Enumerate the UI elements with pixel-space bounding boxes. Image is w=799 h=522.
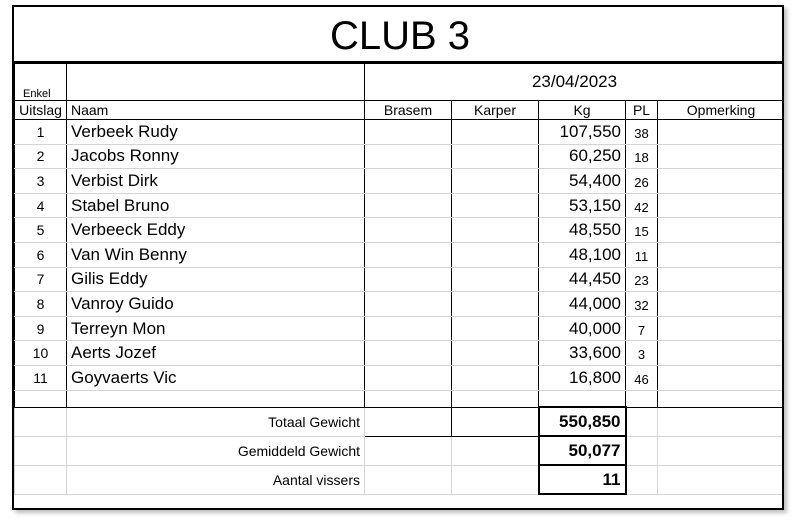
- karper-cell: [452, 341, 539, 366]
- rank-cell: 7: [15, 267, 67, 292]
- empty-row: [15, 390, 785, 407]
- header-kg: Kg: [539, 101, 626, 120]
- rank-cell: 1: [15, 120, 67, 145]
- table-row: [15, 169, 785, 194]
- kg-cell: 54,400: [539, 169, 626, 194]
- kg-cell: 44,000: [539, 292, 626, 317]
- kg-cell: 48,550: [539, 218, 626, 243]
- pl-cell: 3: [626, 341, 658, 366]
- karper-cell: [452, 267, 539, 292]
- brasem-cell: [365, 169, 452, 194]
- table-row: [15, 120, 785, 145]
- opmerking-cell: [658, 365, 785, 390]
- summary-spacer: [15, 407, 67, 436]
- summary-karper: [452, 407, 539, 436]
- empty-cell: [626, 390, 658, 407]
- pl-cell: 42: [626, 193, 658, 218]
- results-table: [14, 63, 784, 495]
- rank-cell: 5: [15, 218, 67, 243]
- summary-opmerking: [658, 465, 785, 494]
- pl-cell: 11: [626, 242, 658, 267]
- pl-cell: 26: [626, 169, 658, 194]
- opmerking-cell: [658, 292, 785, 317]
- pl-cell: 18: [626, 144, 658, 169]
- summary-opmerking: [658, 407, 785, 436]
- table-row: [15, 242, 785, 267]
- kg-cell: 44,450: [539, 267, 626, 292]
- summary-value-total: 550,850: [539, 407, 626, 436]
- brasem-cell: [365, 267, 452, 292]
- name-cell: Terreyn Mon: [67, 316, 365, 341]
- karper-cell: [452, 242, 539, 267]
- opmerking-cell: [658, 144, 785, 169]
- summary-brasem: [365, 407, 452, 436]
- summary-value-avg: 50,077: [539, 436, 626, 465]
- pl-cell: 7: [626, 316, 658, 341]
- pl-cell: 46: [626, 365, 658, 390]
- summary-opmerking: [658, 436, 785, 465]
- karper-cell: [452, 365, 539, 390]
- name-cell: Jacobs Ronny: [67, 144, 365, 169]
- kg-cell: 40,000: [539, 316, 626, 341]
- summary-label-avg: Gemiddeld Gewicht: [67, 436, 365, 465]
- kg-cell: 60,250: [539, 144, 626, 169]
- header-naam: Naam: [67, 101, 365, 120]
- opmerking-cell: [658, 120, 785, 145]
- rank-cell: 4: [15, 193, 67, 218]
- summary-brasem: [365, 465, 452, 494]
- karper-cell: [452, 193, 539, 218]
- header-brasem: Brasem: [365, 101, 452, 120]
- opmerking-cell: [658, 169, 785, 194]
- karper-cell: [452, 169, 539, 194]
- table-row: [15, 144, 785, 169]
- opmerking-cell: [658, 193, 785, 218]
- rank-cell: 9: [15, 316, 67, 341]
- pl-cell: 23: [626, 267, 658, 292]
- summary-spacer: [15, 465, 67, 494]
- kg-cell: 107,550: [539, 120, 626, 145]
- summary-pl: [626, 465, 658, 494]
- header-pl: PL: [626, 101, 658, 120]
- karper-cell: [452, 316, 539, 341]
- kg-cell: 48,100: [539, 242, 626, 267]
- pl-cell: 15: [626, 218, 658, 243]
- brasem-cell: [365, 365, 452, 390]
- summary-karper: [452, 465, 539, 494]
- header-karper: Karper: [452, 101, 539, 120]
- date-header: 23/04/2023: [365, 64, 785, 101]
- rank-cell: 6: [15, 242, 67, 267]
- empty-cell: [67, 390, 365, 407]
- summary-value-count: 11: [539, 465, 626, 494]
- table-row: [15, 341, 785, 366]
- kg-cell: 16,800: [539, 365, 626, 390]
- rank-cell: 10: [15, 341, 67, 366]
- summary-brasem: [365, 436, 452, 465]
- karper-cell: [452, 292, 539, 317]
- name-cell: Aerts Jozef: [67, 341, 365, 366]
- rank-cell: 8: [15, 292, 67, 317]
- karper-cell: [452, 120, 539, 145]
- rank-cell: 3: [15, 169, 67, 194]
- table-row: [15, 193, 785, 218]
- opmerking-cell: [658, 267, 785, 292]
- brasem-cell: [365, 218, 452, 243]
- empty-cell: [539, 390, 626, 407]
- summary-row-count: [15, 465, 785, 494]
- karper-cell: [452, 218, 539, 243]
- opmerking-cell: [658, 341, 785, 366]
- table-row: [15, 267, 785, 292]
- pl-cell: 38: [626, 120, 658, 145]
- page-title: CLUB 3: [14, 7, 784, 63]
- summary-row-avg: [15, 436, 785, 465]
- karper-cell: [452, 144, 539, 169]
- summary-pl: [626, 407, 658, 436]
- rank-cell: 2: [15, 144, 67, 169]
- name-cell: Gilis Eddy: [67, 267, 365, 292]
- summary-label-total: Totaal Gewicht: [67, 407, 365, 436]
- brasem-cell: [365, 242, 452, 267]
- summary-label-count: Aantal vissers: [67, 465, 365, 494]
- kg-cell: 53,150: [539, 193, 626, 218]
- table-row: [15, 292, 785, 317]
- kg-cell: 33,600: [539, 341, 626, 366]
- name-cell: Van Win Benny: [67, 242, 365, 267]
- brasem-cell: [365, 193, 452, 218]
- opmerking-cell: [658, 316, 785, 341]
- table-row: [15, 316, 785, 341]
- header-spacer: [67, 64, 365, 101]
- header-enkel: Enkel: [15, 64, 67, 101]
- table-row: [15, 218, 785, 243]
- summary-row-total: [15, 407, 785, 436]
- table-row: [15, 365, 785, 390]
- brasem-cell: [365, 120, 452, 145]
- name-cell: Verbeeck Eddy: [67, 218, 365, 243]
- header-opmerking: Opmerking: [658, 101, 785, 120]
- name-cell: Verbist Dirk: [67, 169, 365, 194]
- opmerking-cell: [658, 242, 785, 267]
- name-cell: Goyvaerts Vic: [67, 365, 365, 390]
- empty-cell: [365, 390, 452, 407]
- name-cell: Vanroy Guido: [67, 292, 365, 317]
- rank-cell: 11: [15, 365, 67, 390]
- name-cell: Stabel Bruno: [67, 193, 365, 218]
- opmerking-cell: [658, 218, 785, 243]
- summary-karper: [452, 436, 539, 465]
- brasem-cell: [365, 292, 452, 317]
- empty-cell: [452, 390, 539, 407]
- empty-cell: [658, 390, 785, 407]
- empty-cell: [15, 390, 67, 407]
- brasem-cell: [365, 341, 452, 366]
- brasem-cell: [365, 316, 452, 341]
- brasem-cell: [365, 144, 452, 169]
- pl-cell: 32: [626, 292, 658, 317]
- spreadsheet: [12, 5, 784, 510]
- summary-pl: [626, 436, 658, 465]
- summary-spacer: [15, 436, 67, 465]
- name-cell: Verbeek Rudy: [67, 120, 365, 145]
- header-uitslag: Uitslag: [15, 101, 67, 120]
